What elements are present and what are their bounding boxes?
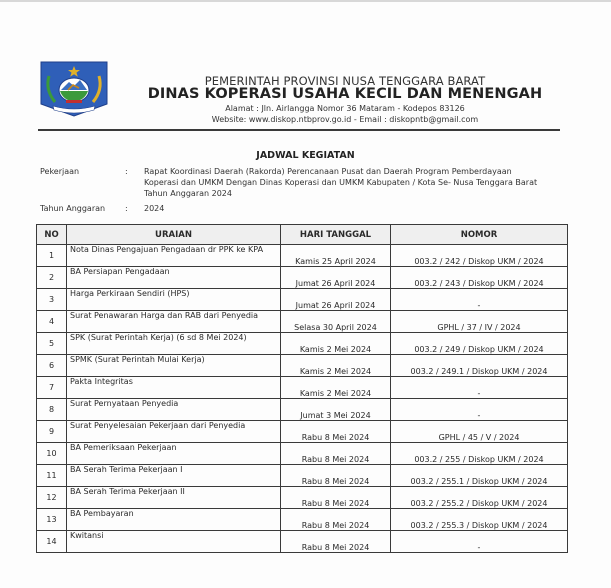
cell-uraian: Pakta Integritas (67, 377, 281, 399)
scan-top-edge (0, 0, 611, 2)
cell-nomor: GPHL / 37 / IV / 2024 (391, 311, 568, 333)
cell-no: 8 (37, 399, 67, 421)
pekerjaan-colon: : (125, 167, 128, 176)
cell-nomor: 003.2 / 255.1 / Diskop UKM / 2024 (391, 465, 568, 487)
cell-hari-tanggal: Rabu 8 Mei 2024 (281, 487, 391, 509)
cell-nomor: 003.2 / 243 / Diskop UKM / 2024 (391, 267, 568, 289)
cell-no: 6 (37, 355, 67, 377)
schedule-table (36, 224, 568, 553)
cell-hari-tanggal: Kamis 2 Mei 2024 (281, 333, 391, 355)
cell-no: 13 (37, 509, 67, 531)
cell-no: 11 (37, 465, 67, 487)
table-row (37, 377, 568, 399)
table-row (37, 487, 568, 509)
cell-nomor: - (391, 377, 568, 399)
cell-hari-tanggal: Rabu 8 Mei 2024 (281, 465, 391, 487)
cell-nomor: 003.2 / 255.2 / Diskop UKM / 2024 (391, 487, 568, 509)
table-body (37, 245, 568, 553)
table-row (37, 399, 568, 421)
cell-hari-tanggal: Kamis 25 April 2024 (281, 245, 391, 267)
cell-hari-tanggal: Selasa 30 April 2024 (281, 311, 391, 333)
cell-hari-tanggal: Jumat 3 Mei 2024 (281, 399, 391, 421)
cell-hari-tanggal: Rabu 8 Mei 2024 (281, 509, 391, 531)
cell-no: 9 (37, 421, 67, 443)
cell-no: 14 (37, 531, 67, 553)
cell-no: 1 (37, 245, 67, 267)
cell-uraian: Harga Perkiraan Sendiri (HPS) (67, 289, 281, 311)
table-row (37, 443, 568, 465)
tahun-anggaran-label: Tahun Anggaran (40, 204, 106, 213)
letterhead-divider (38, 129, 560, 131)
cell-no: 10 (37, 443, 67, 465)
pekerjaan-label: Pekerjaan (40, 167, 80, 176)
cell-no: 4 (37, 311, 67, 333)
cell-uraian: SPK (Surat Perintah Kerja) (6 sd 8 Mei 2024) (67, 333, 281, 355)
cell-hari-tanggal: Kamis 2 Mei 2024 (281, 355, 391, 377)
cell-uraian: BA Serah Terima Pekerjaan I (67, 465, 281, 487)
cell-no: 7 (37, 377, 67, 399)
letterhead-contact: Website: www.diskop.ntbprov.go.id - Email : diskopntb@gmail.com (211, 115, 479, 124)
cell-nomor: - (391, 399, 568, 421)
header-no: NO (37, 225, 67, 245)
table-row (37, 289, 568, 311)
header-nomor: NOMOR (391, 225, 568, 245)
letterhead-address: Alamat : Jln. Airlangga Nomor 36 Mataram - Kodepos 83126 (225, 104, 465, 113)
cell-uraian: BA Pemeriksaan Pekerjaan (67, 443, 281, 465)
table-row (37, 267, 568, 289)
table-row (37, 311, 568, 333)
table-row (37, 355, 568, 377)
cell-uraian: Surat Penyelesaian Pekerjaan dari Penyedia (67, 421, 281, 443)
ntb-coat-of-arms-logo (39, 60, 109, 118)
table-row (37, 421, 568, 443)
letterhead-government: PEMERINTAH PROVINSI NUSA TENGGARA BARAT (204, 74, 486, 88)
cell-hari-tanggal: Rabu 8 Mei 2024 (281, 531, 391, 553)
cell-no: 5 (37, 333, 67, 355)
cell-uraian: SPMK (Surat Perintah Mulai Kerja) (67, 355, 281, 377)
document-title: JADWAL KEGIATAN (256, 150, 355, 161)
cell-nomor: 003.2 / 242 / Diskop UKM / 2024 (391, 245, 568, 267)
table-header-row (37, 225, 568, 245)
cell-nomor: GPHL / 45 / V / 2024 (391, 421, 568, 443)
cell-nomor: 003.2 / 249.1 / Diskop UKM / 2024 (391, 355, 568, 377)
cell-uraian: Nota Dinas Pengajuan Pengadaan dr PPK ke KPA (67, 245, 281, 267)
pekerjaan-value: Rapat Koordinasi Daerah (Rakorda) Perencanaan Pusat dan Daerah Program Pemberdayaan Koperasi dan UMKM Dengan Dinas Koperasi dan UMKM Kabupaten / Kota Se- Nusa Tenggara Barat Tahun Anggaran 2024 (144, 167, 538, 198)
tahun-anggaran-value: 2024 (144, 204, 165, 213)
cell-uraian: Surat Penawaran Harga dan RAB dari Penyedia (67, 311, 281, 333)
letterhead-agency: DINAS KOPERASI USAHA KECIL DAN MENENGAH (147, 86, 543, 102)
cell-hari-tanggal: Rabu 8 Mei 2024 (281, 421, 391, 443)
cell-nomor: 003.2 / 249 / Diskop UKM / 2024 (391, 333, 568, 355)
header-hari-tanggal: HARI TANGGAL (281, 225, 391, 245)
cell-nomor: 003.2 / 255 / Diskop UKM / 2024 (391, 443, 568, 465)
cell-uraian: BA Pembayaran (67, 509, 281, 531)
cell-hari-tanggal: Jumat 26 April 2024 (281, 267, 391, 289)
table-row (37, 245, 568, 267)
table-row (37, 333, 568, 355)
cell-uraian: Surat Pernyataan Penyedia (67, 399, 281, 421)
cell-nomor: - (391, 531, 568, 553)
cell-no: 12 (37, 487, 67, 509)
cell-uraian: BA Persiapan Pengadaan (67, 267, 281, 289)
table-row (37, 509, 568, 531)
cell-nomor: - (391, 289, 568, 311)
cell-no: 2 (37, 267, 67, 289)
cell-no: 3 (37, 289, 67, 311)
cell-hari-tanggal: Jumat 26 April 2024 (281, 289, 391, 311)
cell-hari-tanggal: Rabu 8 Mei 2024 (281, 443, 391, 465)
header-uraian: URAIAN (67, 225, 281, 245)
cell-hari-tanggal: Kamis 2 Mei 2024 (281, 377, 391, 399)
cell-uraian: BA Serah Terima Pekerjaan II (67, 487, 281, 509)
table-row (37, 531, 568, 553)
cell-uraian: Kwitansi (67, 531, 281, 553)
tahun-anggaran-colon: : (125, 204, 128, 213)
cell-nomor: 003.2 / 255.3 / Diskop UKM / 2024 (391, 509, 568, 531)
table-row (37, 465, 568, 487)
